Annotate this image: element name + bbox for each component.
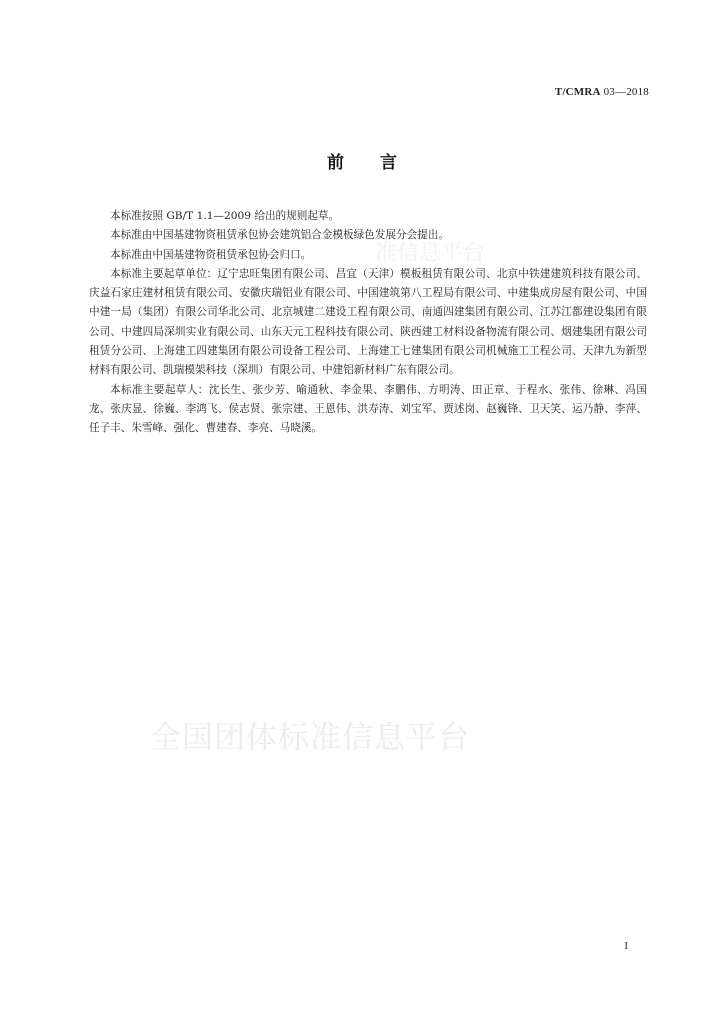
- paragraph-drafting-rules: 本标准按照 GB/T 1.1—2009 给出的规则起草。: [110, 210, 340, 222]
- watermark-faint: 准信息平台: [375, 241, 486, 266]
- paragraph-drafters: 本标准主要起草人：沈长生、张少芳、喻通秋、李金果、李鹏伟、方明涛、田正章、于程水、张伟、徐琳、冯国龙、张庆显、徐巍、李鸿飞、侯志贤、张宗建、王恩伟、洪寿涛、刘宝军、贾述岗、赵巍锋、卫天笑、运乃静、李萍、任子丰、朱雪峰、强化、曹建春、李亮、马晓溪。: [89, 383, 647, 435]
- paragraph-centralized-management: 本标准由中国基建物资租赁承包协会归口。: [110, 248, 312, 261]
- standard-code-suffix: 03—2018: [603, 86, 649, 98]
- page-number: I: [624, 940, 628, 952]
- foreword-body: [89, 207, 647, 439]
- standard-code-prefix: T/CMRA: [554, 86, 601, 98]
- paragraph-drafting-organizations: 本标准主要起草单位：辽宁忠旺集团有限公司、昌宜（天津）模板租赁有限公司、北京中铁建建筑科技有限公司、庆益石家庄建材租赁有限公司、安徽庆瑞铝业有限公司、中国建筑第八工程局有限公司、中建集成房屋有限公司、中国中建一局（集团）有限公司华北公司、北京城建二建设工程有限公司、南通四建集团有限公司、江苏江都建设集团有限公司、中建四局深圳实业有限公司、山东天元工程科技有限公司、陕西建工材料设备物流有限公司、烟建集团有限公司租赁分公司、上海建工四建集团有限公司设备工程公司、上海建工七建集团有限公司机械施工工程公司、天津九为新型材料有限公司、凯瑞模架科技（深圳）有限公司、中建铝新材料广东有限公司。: [89, 267, 647, 377]
- paragraph-proposer: 本标准由中国基建物资租赁承包协会建筑铝合金模板绿色发展分会提出。: [110, 229, 449, 242]
- watermark-main: 全国团体标准信息平台: [150, 720, 470, 756]
- standard-code: [555, 86, 649, 98]
- page-title: 前言: [327, 153, 433, 173]
